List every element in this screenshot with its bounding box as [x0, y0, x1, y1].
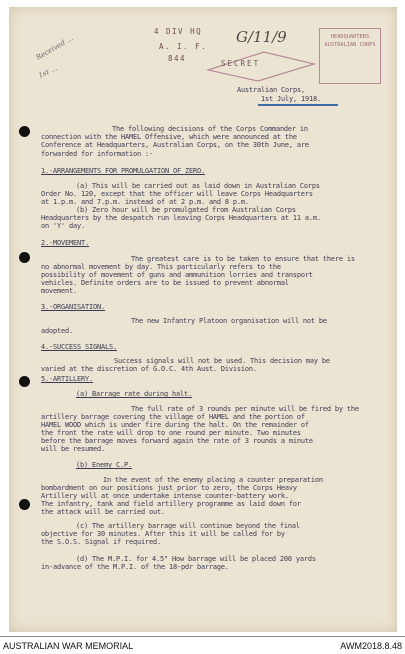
div-hq-stamp-line2: A. I. F.	[159, 42, 208, 51]
section-5a-line: will be resumed.	[41, 445, 105, 453]
div-hq-stamp-line1: 4 DIV HQ	[154, 27, 203, 36]
section-5a-line: artillery barrage covering the village of HAMEL and the portion of	[41, 413, 305, 421]
section-5a-heading: (a) Barrage rate during halt.	[76, 390, 192, 398]
section-5a-line: before the barrage moves forward again the rate of 3 rounds a minute	[41, 437, 313, 445]
section-5d-line: in-advance of the M.P.I. of the 18-pdr barrage.	[41, 563, 229, 571]
stamp-line2: AUSTRALIAN CORPS	[324, 42, 376, 48]
section-1-line: at 1.p.m. and 7.p.m. instead of at 2 p.m. and 8 p.m.	[41, 198, 249, 206]
secret-stamp: SECRET	[221, 59, 261, 68]
punch-hole	[19, 499, 30, 510]
archive-footer	[0, 636, 405, 654]
section-5b-line: Artillery will at once undertake intense counter-battery work.	[41, 492, 289, 500]
punch-hole	[19, 252, 30, 263]
section-4-heading: 4.-SUCCESS SIGNALS.	[41, 343, 117, 351]
section-1-line: (b) Zero hour will be promulgated from Australian Corps	[76, 206, 296, 214]
section-2-line: movement.	[41, 287, 77, 295]
intro-line: connection with the HAMEL Offensive, which were announced at the	[41, 133, 297, 141]
punch-hole	[19, 376, 30, 387]
headquarters-stamp	[319, 28, 381, 84]
section-5a-line: The full rate of 3 rounds per minute will be fired by the	[131, 405, 359, 413]
section-2-line: vehicles. Definite orders are to be issued to prevent abnormal	[41, 279, 289, 287]
section-5b-heading: (b) Enemy C.P.	[76, 461, 132, 469]
section-5a-line: the front the rate will drop to one round per minute. Two minutes	[41, 429, 301, 437]
section-5c-line: the S.O.S. Signal if required.	[41, 538, 161, 546]
section-5a-line: HAMEL WOOD which is under fire during the halt. On the remainder of	[41, 421, 309, 429]
div-hq-stamp-number: 844	[168, 54, 187, 63]
section-5b-line: In the event of the enemy placing a counter preparation	[103, 476, 323, 484]
origin-place: Australian Corps,	[237, 86, 305, 94]
section-2-line: The greatest care is to be taken to ensure that there is	[131, 255, 355, 263]
pencil-note-1: Received ...	[34, 34, 75, 62]
intro-line: Conference at Headquarters, Australian Corps, on the 30th June, are	[41, 141, 309, 149]
section-2-line: possibility of movement of guns and ammunition lorries and transport	[41, 271, 313, 279]
intro-line: forwarded for information :-	[41, 150, 153, 158]
section-5d-line: (d) The M.P.I. for 4.5" How barrage will be placed 200 yards	[76, 555, 316, 563]
section-3-line: adopted.	[41, 327, 73, 335]
section-1-line: Order No. 120, except that the officer will leave Corps Headquarters	[41, 190, 313, 198]
date-underline	[258, 104, 338, 106]
section-1-line: on 'Y' day.	[41, 222, 85, 230]
punch-hole	[19, 126, 30, 137]
section-3-line: The new Infantry Platoon organisation will not be	[131, 317, 327, 325]
section-3-heading: 3.-ORGANISATION.	[41, 303, 105, 311]
section-5-heading: 5.-ARTILLERY.	[41, 375, 93, 383]
section-4-line: varied at the discretion of G.O.C. 4th Aust. Division.	[41, 365, 257, 373]
section-5c-line: (c) The artillery barrage will continue beyond the final	[76, 522, 300, 530]
document-date: 1st July, 1918.	[261, 95, 321, 103]
section-1-line: Headquarters by the despatch run leaving Corps Headquarters at 11 a.m.	[41, 214, 321, 222]
footer-accession-number: AWM2018.8.48	[340, 641, 402, 651]
section-5b-line: the attack will be carried out.	[41, 508, 165, 516]
section-5b-line: bombardment on our positions just prior to zero, the Corps Heavy	[41, 484, 297, 492]
section-1-line: (a) This will be carried out as laid down in Australian Corps	[76, 182, 320, 190]
footer-institution: AUSTRALIAN WAR MEMORIAL	[3, 641, 134, 651]
section-5b-line: The infantry, tank and field artillery programme as laid down for	[41, 500, 301, 508]
section-2-heading: 2.-MOVEMENT.	[41, 239, 89, 247]
section-1-heading: 1.-ARRANGEMENTS FOR PROMULGATION OF ZERO.	[41, 167, 205, 175]
ink-file-reference: G/11/9	[236, 28, 287, 46]
section-4-line: Success signals will not be used. This decision may be	[114, 357, 330, 365]
stamp-line1: HEADQUARTERS	[330, 34, 370, 40]
intro-line: The following decisions of the Corps Commander in	[112, 125, 308, 133]
section-2-line: no abnormal movement by day. This particularly refers to the	[41, 263, 281, 271]
pencil-note-2: 1st ...	[37, 64, 59, 80]
section-5c-line: objective for 30 minutes. After this it will be called for by	[41, 530, 285, 538]
